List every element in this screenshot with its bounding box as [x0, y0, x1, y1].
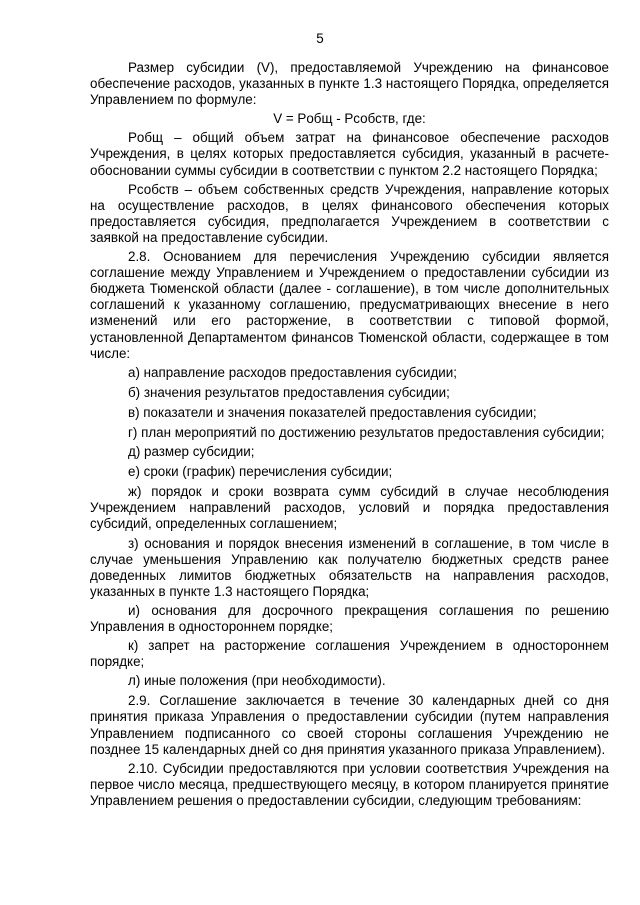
paragraph-subsidy-size: Размер субсидии (V), предоставляемой Учреждению на финансовое обеспечение расходов, указанных в пункте 1.3 настоящего Порядка, определяется Управлением по формуле: — [90, 60, 609, 108]
list-item-b: б) значения результатов предоставления субсидии; — [128, 384, 450, 400]
paragraph-own-funds: Pсобств – объем собственных средств Учреждения, направление которых на осуществление расходов, в целях финансового обеспечения которых предоставляется субсидия, предполагается Учреждением в соответствии с заявкой на предоставление субсидии. — [90, 181, 609, 245]
list-item-g: г) план мероприятий по достижению результатов предоставления субсидии; — [128, 424, 605, 440]
document-body — [90, 60, 609, 812]
paragraph-2-8: 2.8. Основанием для перечисления Учреждению субсидии является соглашение между Управлением и Учреждением о предоставлении субсидии из бюджета Тюменской области (далее - соглашение), в том числе дополнительных соглашений к указанному соглашению, предусматривающих внесение в него изменений или его расторжение, в соответствии с типовой формой, установленной Департаментом финансов Тюменской области, содержащее в том числе: — [90, 249, 609, 361]
subsidy-formula: V = Pобщ - Pсобств, где: — [273, 111, 426, 127]
paragraph-total-costs: Pобщ – общий объем затрат на финансовое обеспечение расходов Учреждения, в целях которых предоставляется субсидия, указанный в расчете-обосновании суммы субсидии в соответствии с пунктом 2.2 настоящего Порядка; — [90, 130, 609, 178]
list-item-l: л) иные положения (при необходимости). — [128, 673, 386, 689]
list-item-e: е) сроки (график) перечисления субсидии; — [128, 464, 393, 480]
paragraph-2-10: 2.10. Субсидии предоставляются при условии соответствия Учреждения на первое число месяца, предшествующего месяцу, в котором планируется принятие Управлением решения о предоставлении субсидии, следующим требованиям: — [90, 760, 609, 808]
list-item-z: з) основания и порядок внесения изменений в соглашение, в том числе в случае уменьшения Управлению как получателю бюджетных средств ранее доведенных лимитов бюджетных обязательств на направления расходов, указанных в пункте 1.3 настоящего Порядка; — [90, 535, 609, 599]
list-item-k: к) запрет на расторжение соглашения Учреждением в одностороннем порядке; — [90, 638, 609, 670]
list-item-zh: ж) порядок и сроки возврата сумм субсидий в случае несоблюдения Учреждением направлений расходов, условий и порядка предоставления субсидий, определенных соглашением; — [90, 484, 609, 532]
list-item-v: в) показатели и значения показателей предоставления субсидии; — [128, 404, 537, 420]
list-item-i: и) основания для досрочного прекращения соглашения по решению Управления в одностороннем порядке; — [90, 602, 609, 634]
list-item-a: а) направление расходов предоставления субсидии; — [128, 364, 457, 380]
list-item-d: д) размер субсидии; — [128, 444, 255, 460]
paragraph-2-9: 2.9. Соглашение заключается в течение 30 календарных дней со дня принятия приказа Управления о предоставлении субсидии (путем направления Управлением подписанного со своей стороны соглашения Учреждению не позднее 15 календарных дней со дня принятия указанного приказа Управлением). — [90, 693, 609, 757]
page-number: 5 — [316, 31, 324, 46]
